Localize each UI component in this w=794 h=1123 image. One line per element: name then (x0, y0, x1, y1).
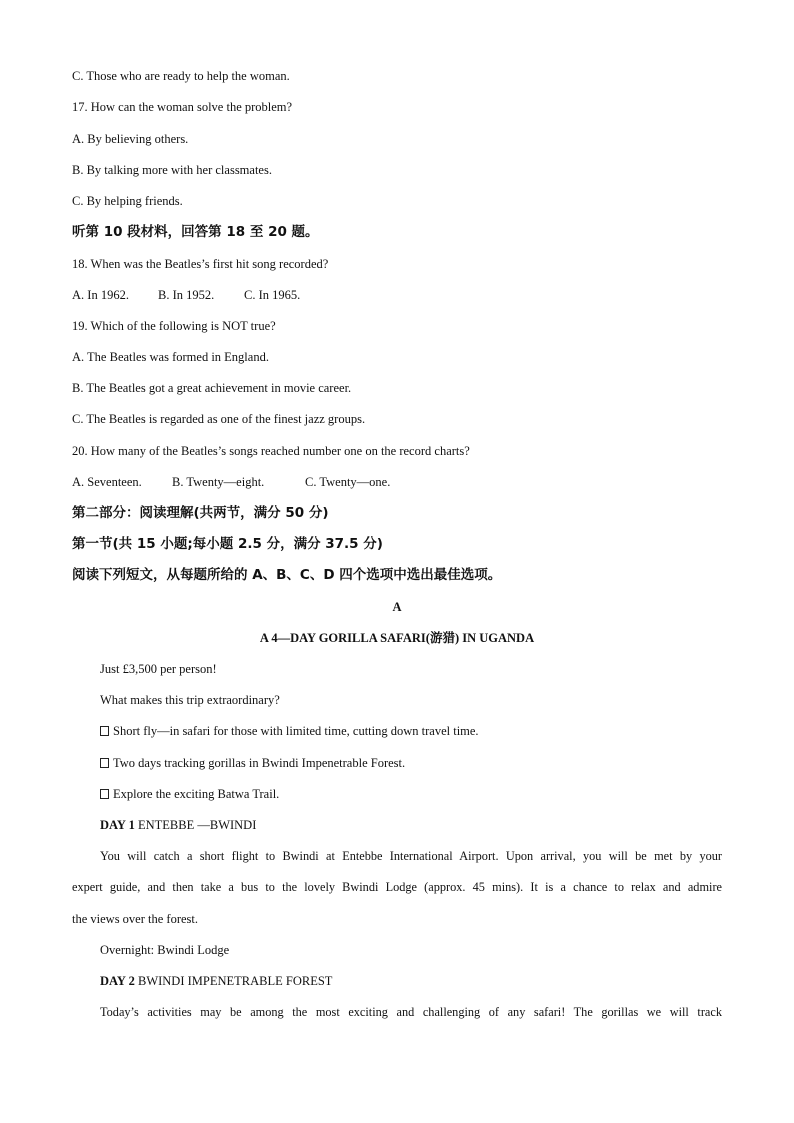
section10-heading: 听第 10 段材料，回答第 18 至 20 题。 (72, 224, 319, 240)
bullet-text: Two days tracking gorillas in Bwindi Impenetrable Forest. (113, 756, 406, 770)
q18-options (72, 287, 300, 303)
day2-heading (100, 973, 332, 989)
q19-option-c: C. The Beatles is regarded as one of the finest jazz groups. (72, 412, 366, 426)
q20-option-c: C. Twenty—one. (305, 475, 391, 489)
bullet-item (100, 786, 279, 802)
bullet-text: Short fly—in safari for those with limited time, cutting down travel time. (113, 724, 479, 738)
instructions: 阅读下列短文，从每题所给的 A、B、C、D 四个选项中选出最佳选项。 (72, 567, 502, 583)
q17-option-b: B. By talking more with her classmates. (72, 163, 272, 177)
q20-option-a: A. Seventeen. (72, 475, 142, 489)
q20-question: 20. How many of the Beatles’s songs reached number one on the record charts? (72, 444, 470, 458)
part2-heading: 第二部分：阅读理解(共两节，满分 50 分) (72, 505, 329, 521)
q18-option-a: A. In 1962. (72, 288, 129, 302)
day1-label: DAY 1 (100, 818, 135, 832)
day2-label: DAY 2 (100, 974, 135, 988)
q19-option-a: A. The Beatles was formed in England. (72, 350, 269, 364)
q17-option-c: C. By helping friends. (72, 194, 183, 208)
overnight-text: Overnight: Bwindi Lodge (100, 943, 230, 957)
q17-option-a: A. By believing others. (72, 132, 189, 146)
q20-options (72, 474, 390, 490)
bullet-text: Explore the exciting Batwa Trail. (113, 787, 280, 801)
passage-letter: A (392, 600, 402, 614)
checkbox-bullet-icon (100, 789, 109, 799)
q19-question: 19. Which of the following is NOT true? (72, 319, 276, 333)
day2-place: BWINDI IMPENETRABLE FOREST (134, 974, 333, 988)
trip-question: What makes this trip extraordinary? (100, 693, 280, 707)
day1-place: ENTEBBE —BWINDI (134, 818, 257, 832)
section1-heading: 第一节(共 15 小题;每小题 2.5 分，满分 37.5 分) (72, 536, 383, 552)
bullet-item (100, 755, 405, 771)
checkbox-bullet-icon (100, 758, 109, 768)
q16-option-c: C. Those who are ready to help the woman. (72, 69, 290, 83)
passage-title: A 4—DAY GORILLA SAFARI(游猎) IN UGANDA (259, 631, 535, 645)
q18-option-c: C. In 1965. (244, 288, 301, 302)
q19-option-b: B. The Beatles got a great achievement in movie career. (72, 381, 352, 395)
checkbox-bullet-icon (100, 726, 109, 736)
q18-question: 18. When was the Beatles’s first hit song recorded? (72, 257, 329, 271)
day1-heading (100, 817, 256, 833)
day1-paragraph-line1: You will catch a short flight to Bwindi at Entebbe International Airport. Upon arrival, you will be met by your (100, 849, 722, 863)
bullet-item (100, 723, 479, 739)
q17-question: 17. How can the woman solve the problem? (72, 100, 293, 114)
day1-paragraph-line3: the views over the forest. (72, 912, 199, 926)
day1-paragraph-line2: expert guide, and then take a bus to the lovely Bwindi Lodge (approx. 45 mins). It is a chance to relax and admire (72, 880, 722, 894)
q20-option-b: B. Twenty—eight. (172, 475, 265, 489)
q18-option-b: B. In 1952. (158, 288, 215, 302)
day2-paragraph-line1: Today’s activities may be among the most exciting and challenging of any safari! The gorillas we will track (100, 1005, 722, 1019)
price-text: Just £3,500 per person! (100, 662, 217, 676)
